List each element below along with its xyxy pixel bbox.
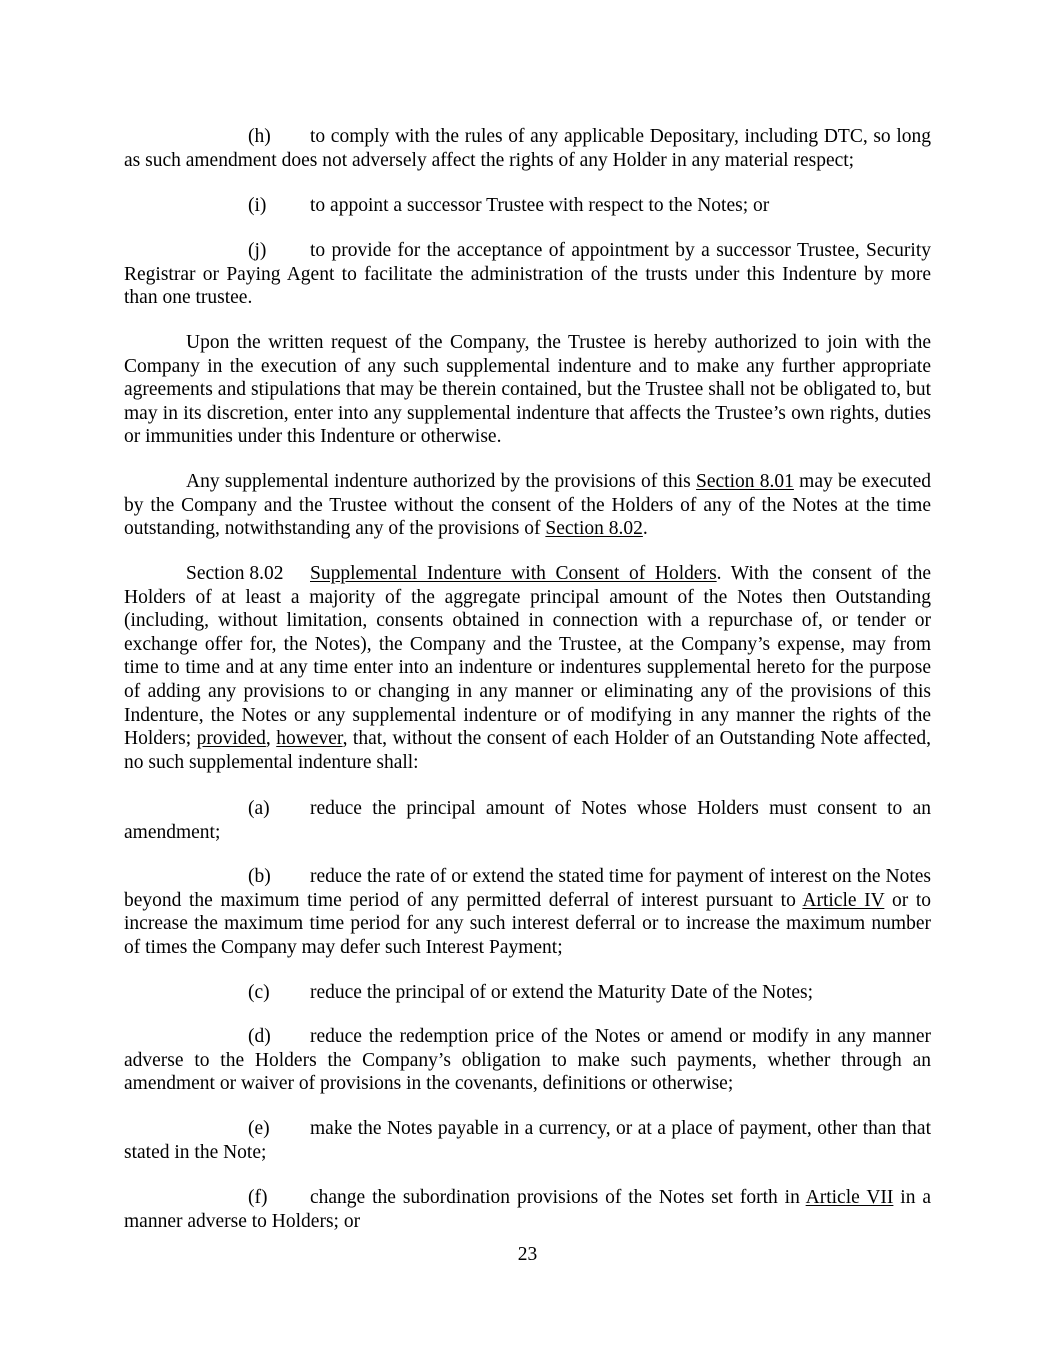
text-run: Any supplemental indenture authorized by the provisions of this	[186, 471, 696, 492]
clause-label: (d)	[248, 1026, 271, 1047]
clause-text: in a manner adverse to Holders; or	[124, 1187, 931, 1232]
clause-text: reduce the redemption price of the Notes or amend or modify in any manner adverse to the Holders the Company’s obligation to make such payments, whether through an amendment or waiver of provisions in the covenants, definitions or otherwise;	[124, 1026, 931, 1095]
clause-e	[124, 1117, 931, 1164]
clause-text: or to increase the maximum time period for any such interest deferral or to increase the maximum number of times the Company may defer such Interest Payment;	[124, 889, 931, 958]
paragraph-any-supplemental	[124, 470, 931, 541]
article-vii-ref: Article VII	[805, 1187, 894, 1208]
section-number: Section 8.02	[186, 563, 284, 584]
text-run: ,	[265, 728, 277, 750]
clause-label: (h)	[248, 126, 271, 147]
provided-term: provided	[196, 728, 266, 750]
article-iv-ref: Article IV	[802, 889, 885, 911]
clause-label: (c)	[248, 982, 270, 1003]
clause-text: to appoint a successor Trustee with respect to the Notes; or	[310, 195, 770, 216]
section-8-02	[124, 562, 931, 774]
section-ref-8-02: Section 8.02	[545, 518, 643, 540]
text-run: .	[642, 518, 648, 540]
clause-c	[124, 981, 931, 1005]
clause-text: reduce the principal of or extend the Maturity Date of the Notes;	[310, 982, 814, 1003]
section-ref-8-01: Section 8.01	[696, 471, 794, 492]
clause-text: change the subordination provisions of the Notes set forth in	[310, 1187, 806, 1208]
however-term: however	[276, 728, 343, 750]
clause-text: reduce the rate of or extend the stated time for payment of interest on the Notes beyond the maximum time period of any permitted deferral of interest pursuant to	[124, 866, 931, 911]
clause-text: to provide for the acceptance of appointment by a successor Trustee, Security Registrar or Paying Agent to facilitate the administration of the trusts under this Indenture by more than one trustee.	[124, 240, 931, 309]
clause-label: (a)	[248, 798, 270, 819]
clause-text: to comply with the rules of any applicable Depositary, including DTC, so long as such amendment does not adversely affect the rights of any Holder in any material respect;	[124, 126, 931, 171]
clause-label: (b)	[248, 866, 271, 887]
clause-label: (j)	[248, 240, 267, 261]
clause-i	[124, 194, 931, 218]
clause-label: (e)	[248, 1118, 270, 1139]
section-title: Supplemental Indenture with Consent of Holders	[310, 563, 717, 584]
text-run: , that, without the consent of each Holder of an Outstanding Note affected, no such supplemental indenture shall:	[124, 728, 932, 773]
clause-j	[124, 239, 931, 310]
page-number: 23	[517, 1244, 538, 1265]
clause-a	[124, 797, 931, 844]
clause-text: make the Notes payable in a currency, or at a place of payment, other than that stated in the Note;	[124, 1118, 931, 1163]
clause-h	[124, 125, 931, 172]
text-run: may be executed by the Company and the Trustee without the consent of the Holders of any of the Notes at the time outstanding, notwithstanding any of the provisions of	[124, 471, 932, 540]
clause-f	[124, 1186, 931, 1233]
clause-b	[124, 865, 931, 959]
clause-text: reduce the principal amount of Notes whose Holders must consent to an amendment;	[124, 798, 931, 843]
paragraph-written-request: Upon the written request of the Company, the Trustee is hereby authorized to join with the Company in the execution of any such supplemental indenture and to make any further appropriate agreements and stipulations that may be therein contained, but the Trustee shall not be obligated to, but may in its discretion, enter into any supplemental indenture that affects the Trustee’s own rights, duties or immunities under this Indenture or otherwise.	[124, 332, 931, 448]
clause-d	[124, 1025, 931, 1096]
clause-label: (i)	[248, 195, 267, 216]
text-run: . With the consent of the Holders of at least a majority of the aggregate principal amount of the Notes then Outstanding (including, without limitation, consents obtained in connection with a repurchase of, or tender or exchange offer for, the Notes), the Company and the Trustee, at the Company’s expense, may from time to time and at any time enter into an indenture or indentures supplemental hereto for the purpose of adding any provisions to or changing in any manner or eliminating any of the provisions of this Indenture, the Notes or any supplemental indenture or of modifying in any manner the rights of the Holders;	[124, 563, 931, 750]
clause-label: (f)	[248, 1187, 268, 1208]
